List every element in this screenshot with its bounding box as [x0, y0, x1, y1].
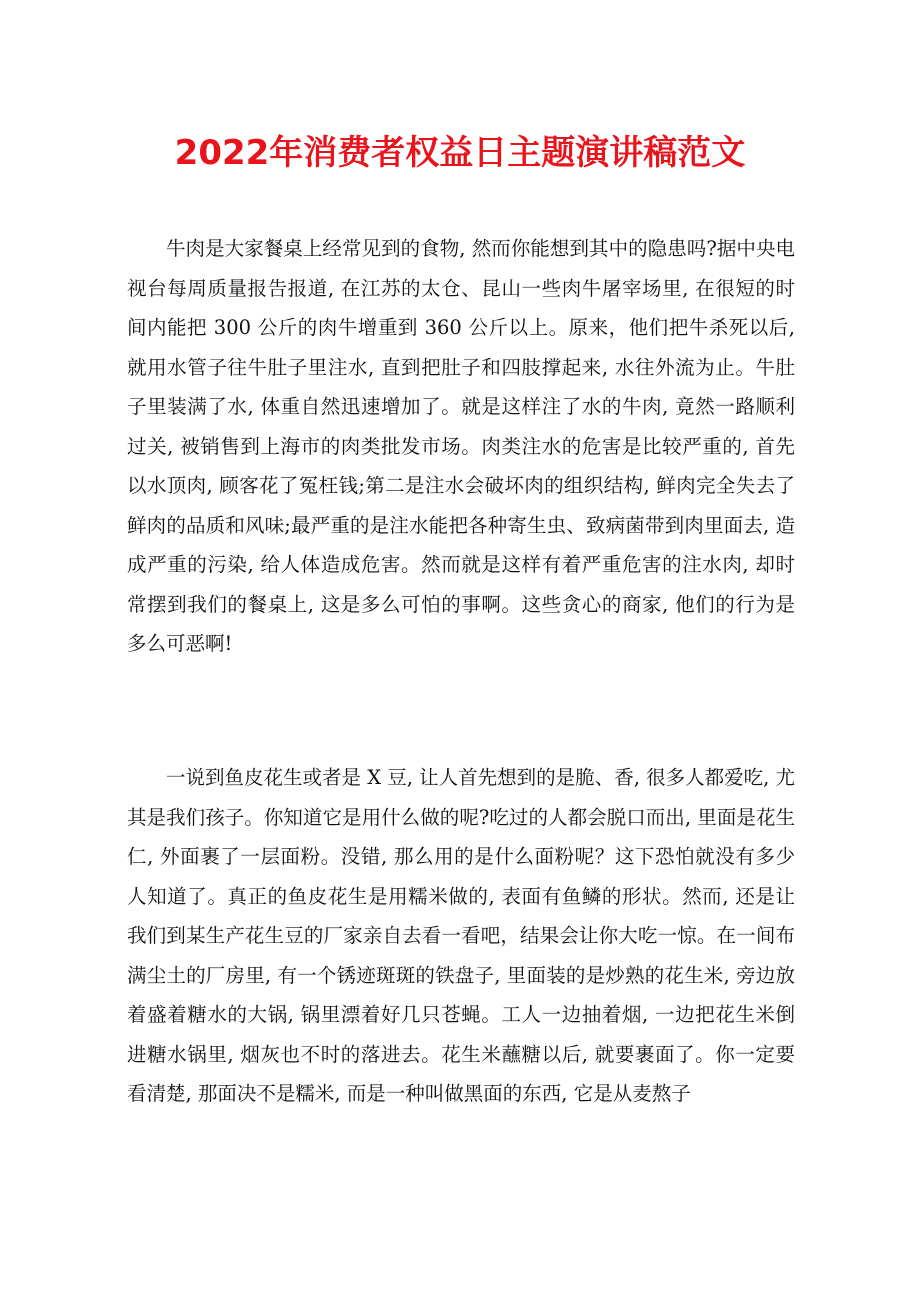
paragraph-1-block [127, 229, 802, 664]
paragraph-2-block [127, 758, 795, 1114]
paragraph-1: 牛肉是大家餐桌上经常见到的食物, 然而你能想到其中的隐患吗?据中央电视台每周质量报告报道, 在江苏的太仓、昆山一些肉牛屠宰场里, 在很短的时间内能把 300 公斤的肉牛增重到 360 公斤以上。原来，他们把牛杀死以后, 就用水管子往牛肚子里注水, 直到把肚子和四肢撑起来, 水往外流为止。牛肚子里装满了水, 体重自然迅速增加了。就是这样注了水的牛肉, 竟然一路顺利过关, 被销售到上海市的肉类批发市场。肉类注水的危害是比较严重的, 首先以水顶肉, 顾客花了冤枉钱;第二是注水会破坏肉的组织结构, 鲜肉完全失去了鲜肉的品质和风味;最严重的是注水能把各种寄生虫、致病菌带到肉里面去, 造成严重的污染, 给人体造成危害。然而就是这样有着严重危害的注水肉, 却时常摆到我们的餐桌上, 这是多么可怕的事啊。这些贪心的商家, 他们的行为是多么可恶啊! [127, 237, 802, 655]
paragraph-2: 一说到鱼皮花生或者是 X 豆, 让人首先想到的是脆、香, 很多人都爱吃, 尤其是我们孩子。你知道它是用什么做的呢?吃过的人都会脱口而出, 里面是花生仁, 外面裹了一层面粉。没错, 那么用的是什么面粉呢？这下恐怕就没有多少人知道了。真正的鱼皮花生是用糯米做的, 表面有鱼鳞的形状。然而, 还是让我们到某生产花生豆的厂家亲自去看一看吧，结果会让你大吃一惊。在一间布满尘土的厂房里, 有一个锈迹斑斑的铁盘子, 里面装的是炒熟的花生米, 旁边放着盛着糖水的大锅, 锅里漂着好几只苍蝇。工人一边抽着烟, 一边把花生米倒进糖水锅里, 烟灰也不时的落进去。花生米蘸糖以后, 就要裹面了。你一定要看清楚, 那面决不是糯米, 而是一种叫做黑面的东西, 它是从麦熬子 [127, 766, 795, 1105]
document-title: 2022年消费者权益日主题演讲稿范文 [174, 133, 746, 173]
